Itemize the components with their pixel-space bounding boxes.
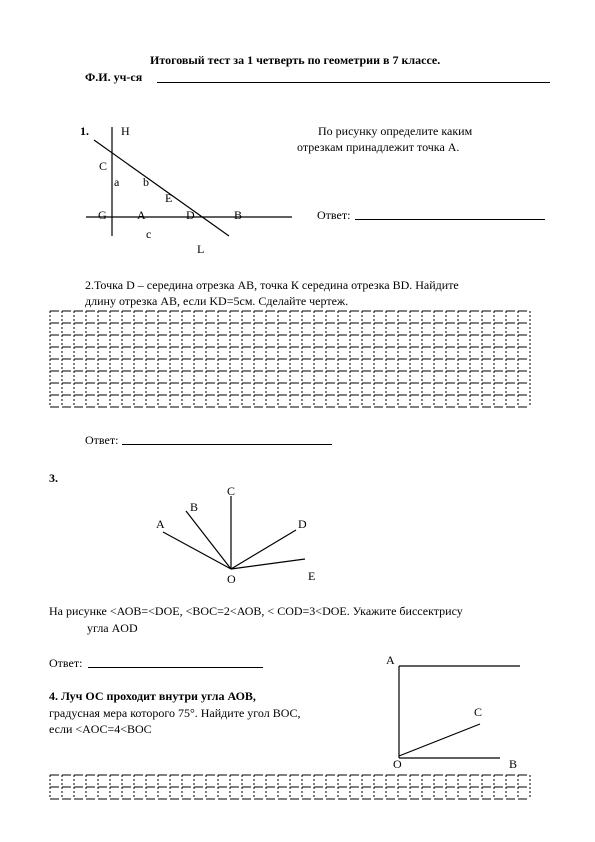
task1-label-L: L [197,242,205,256]
task1-label-C: C [99,159,108,173]
task1-answer-label: Ответ: [317,208,351,222]
task4-label-B: B [509,757,518,771]
task1-label-H: H [121,124,130,138]
task4-text-line1: 4. Луч ОС проходит внутри угла АОВ, [49,689,256,703]
task1-label-G: G [98,208,107,222]
task1-label-A: A [137,208,146,222]
task1-label-E: E [165,191,173,205]
task3-text-line2: угла AOD [87,621,138,635]
task4-text-line3: если <AOC=4<BOC [49,722,152,736]
page-title: Итоговый тест за 1 четверть по геометрии в 7 классе. [150,53,441,67]
task1-label-D: D [186,208,195,222]
task4-label-C: C [474,705,483,719]
task4-text-line2: градусная мера которого 75°. Найдите угол ВОС, [49,706,301,720]
task2-text-line2: длину отрезка АВ, если KD=5см. Сделайте чертеж. [85,294,349,308]
student-name-label: Ф.И. уч-ся [85,70,143,84]
task3-label-A: A [156,517,165,531]
task3-text-line1: На рисунке <АОВ=<DOE, <ВОС=2<АОВ, < COD=3<DOE. Укажите биссектрису [49,604,463,618]
task3-label-O: O [227,572,236,586]
task3-label-E: E [308,569,316,583]
task1-question-line1: По рисунку определите каким [318,124,473,138]
task1-number: 1. [80,124,89,138]
task1-label-c: c [146,227,152,241]
task1-question-line2: отрезкам принадлежит точка А. [297,140,460,154]
task3-label-C: C [227,484,236,498]
task3-answer-label: Ответ: [49,656,83,670]
task1-label-a: a [114,175,120,189]
task2-answer-label: Ответ: [85,433,119,447]
task2-text-line1: 2.Точка D – середина отрезка АВ, точка К середина отрезка BD. Найдите [85,278,459,292]
task4-label-A: A [386,653,395,667]
task4-label-O: O [393,757,402,771]
task3-number: 3. [49,471,58,485]
task1-label-b: b [143,175,149,189]
task1-label-B: B [234,208,243,222]
task3-label-B: B [190,500,199,514]
task3-label-D: D [298,517,307,531]
